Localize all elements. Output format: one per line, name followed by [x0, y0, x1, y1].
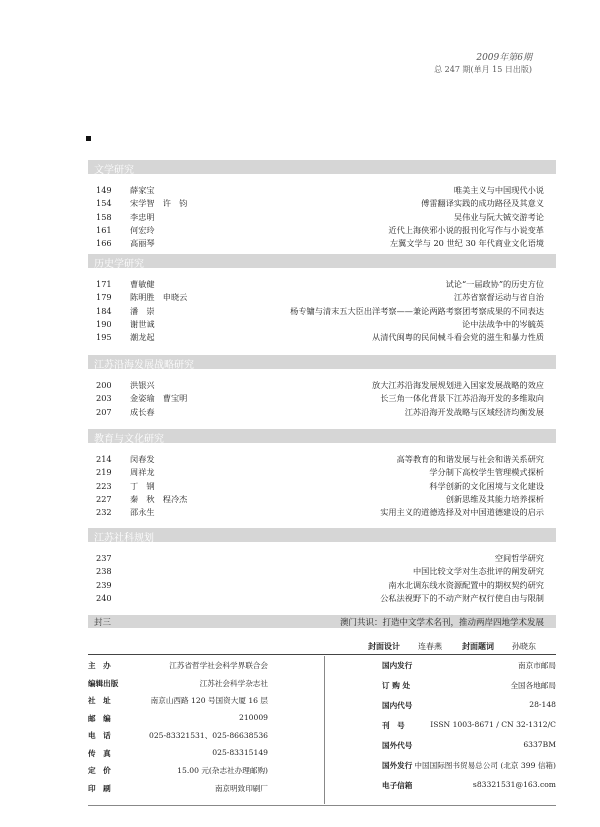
imprint-label: 电子信箱	[382, 781, 413, 790]
imprint-label: 国内代号	[382, 701, 413, 710]
imprint-value: 南京山西路 120 号国资大厦 16 层	[150, 696, 268, 705]
feng3-label: 封三	[94, 618, 112, 628]
toc-page-number: 161	[96, 224, 112, 235]
toc-entry[interactable]	[88, 466, 556, 479]
imprint-label: 主 办	[88, 661, 111, 670]
designer-name: 连春燕	[418, 642, 442, 651]
toc-author: 宋学智 许 钧	[130, 198, 188, 209]
toc-page-number: 149	[96, 185, 112, 195]
toc-author: 潘 崇	[130, 305, 155, 316]
toc-entry[interactable]	[88, 565, 556, 578]
toc-page-number: 184	[96, 305, 112, 316]
toc-entry[interactable]	[88, 291, 556, 304]
imprint-value: 江苏社会科学杂志社	[199, 678, 268, 688]
toc-author: 秦 秋 程冷杰	[130, 493, 188, 504]
toc-entry[interactable]	[88, 224, 556, 237]
section-title: 历史学研究	[94, 259, 144, 270]
toc-article-title: 近代上海侠邪小说的报刊化写作与小说变革	[388, 224, 544, 235]
toc-author: 邵永生	[130, 507, 155, 518]
toc-author: 洪银兴	[130, 380, 155, 390]
toc-page-number: 223	[96, 480, 112, 491]
issue-total: 总 247 期(单月 15 日出版)	[434, 65, 532, 74]
toc-page-number: 219	[96, 467, 112, 478]
imprint-value: 025-83321531、025-86638536	[148, 731, 268, 740]
toc-page-number: 238	[96, 566, 112, 577]
imprint-label: 社 址	[88, 696, 111, 705]
imprint-value: s83321531@163.com	[472, 780, 556, 789]
toc-article-title: 试论“一届政协”的历史方位	[445, 279, 544, 289]
toc-entry[interactable]	[88, 379, 556, 392]
section-title: 教育与文化研究	[94, 434, 164, 445]
toc-author: 李忠明	[130, 211, 155, 222]
designer-label: 封面设计	[368, 641, 400, 651]
section-header	[88, 429, 556, 443]
toc-article-title: 放大江苏沿海发展规划进入国家发展战略的效应	[372, 380, 544, 390]
imprint-label: 刊 号	[382, 721, 405, 730]
toc-entry[interactable]	[88, 278, 556, 291]
calligrapher-name: 孙晓东	[512, 642, 536, 651]
imprint-label: 定 价	[88, 766, 111, 775]
toc-section	[88, 528, 556, 605]
toc-section	[88, 355, 556, 419]
toc-author: 丁 钢	[130, 480, 155, 491]
toc-article-title: 中国比较文学对生态批评的阐发研究	[412, 566, 544, 577]
toc-author: 成长春	[130, 406, 155, 417]
imprint-value: 6337BM	[523, 740, 556, 749]
toc-article-title: 杨专镛与清末五大臣出洋考察——兼论两路考察团考察成果的不同表达	[290, 305, 544, 316]
imprint-label: 国内发行	[382, 661, 413, 670]
imprint-label: 传 真	[88, 748, 111, 758]
imprint-value: ISSN 1003-8671 / CN 32-1312/C	[430, 720, 556, 729]
toc-entry[interactable]	[88, 237, 556, 250]
toc-entry[interactable]	[88, 506, 556, 519]
imprint-value: 28-148	[529, 700, 556, 709]
toc-article-title: 公私法视野下的不动产财产权行使自由与限制	[380, 592, 544, 603]
toc-page-number: 232	[96, 507, 112, 518]
toc-page-number: 166	[96, 238, 112, 249]
imprint-label: 编辑出版	[88, 678, 119, 688]
toc-page-number: 158	[96, 211, 112, 222]
toc-page-number: 195	[96, 332, 112, 343]
section-title: 江苏社科规划	[94, 533, 154, 544]
imprint-label: 电 话	[88, 731, 111, 740]
section-header	[88, 254, 556, 268]
toc-article-title: 论中法战争中的岑毓英	[462, 318, 544, 329]
feng3-bar	[88, 615, 556, 628]
toc-entry[interactable]	[88, 579, 556, 592]
toc-article-title: 唯美主义与中国现代小说	[453, 185, 544, 195]
toc-page-number: 190	[96, 318, 112, 329]
imprint-label: 国外代号	[382, 741, 413, 750]
toc-author: 谢世诚	[130, 318, 155, 329]
imprint-value: 南京明致印刷厂	[214, 783, 268, 793]
imprint-label: 邮 编	[88, 713, 111, 723]
toc-entry[interactable]	[88, 453, 556, 466]
toc-article-title: 江苏沿海开发战略与区域经济均衡发展	[404, 406, 544, 417]
toc-author: 何宏玲	[130, 224, 155, 235]
toc-author: 高丽琴	[130, 238, 155, 249]
calligraphy-label: 封面题词	[462, 641, 494, 651]
toc-author: 闵春发	[130, 454, 155, 464]
toc-page-number: 237	[96, 553, 112, 563]
section-header	[88, 355, 556, 369]
toc-article-title: 从清代闽粤的民间械斗看会党的滋生和暴力性质	[372, 332, 544, 343]
toc-page-number: 179	[96, 292, 112, 303]
toc-entry[interactable]	[88, 318, 556, 331]
toc-author: 周祥龙	[130, 467, 155, 478]
toc-page-number: 240	[96, 592, 112, 603]
toc-section	[88, 429, 556, 519]
toc-entry[interactable]	[88, 211, 556, 224]
toc-entry[interactable]	[88, 480, 556, 493]
toc-section	[88, 160, 556, 250]
toc-author: 薛家宝	[130, 185, 155, 195]
toc-author: 潮龙起	[130, 332, 155, 343]
imprint-label: 订 购 处	[382, 681, 411, 690]
imprint-bottom-rule	[88, 805, 556, 806]
toc-page-number: 239	[96, 579, 112, 590]
imprint-value: 025-83315149	[212, 747, 268, 757]
corner-mark	[86, 136, 91, 141]
imprint-top-rule	[88, 654, 556, 655]
toc-entry[interactable]	[88, 331, 556, 344]
toc-entry[interactable]	[88, 197, 556, 210]
toc-entry[interactable]	[88, 493, 556, 506]
toc-page-number: 200	[96, 380, 112, 390]
toc-article-title: 高等教育的和谐发展与社会和谐关系研究	[396, 454, 544, 464]
imprint-value: 15.00 元(杂志社办理邮购)	[177, 766, 268, 775]
toc-page-number: 203	[96, 393, 112, 404]
toc-page-number: 214	[96, 454, 112, 464]
toc-article-title: 学分制下高校学生管理模式探析	[429, 467, 544, 478]
toc-page-number: 227	[96, 493, 112, 504]
section-header	[88, 160, 556, 174]
imprint-value: 210009	[239, 712, 268, 722]
toc-author: 曹敏健	[130, 279, 155, 289]
imprint-value: 中国国际图书贸易总公司 (北京 399 信箱)	[414, 761, 556, 770]
issue-number: 2009年第6期	[476, 53, 532, 63]
toc-article-title: 创新思维及其能力培养探析	[445, 493, 544, 504]
toc-article-title: 南水北调东线水资源配置中的期权契约研究	[388, 579, 544, 590]
toc-entry[interactable]	[88, 552, 556, 565]
toc-article-title: 空间哲学研究	[494, 553, 544, 563]
imprint-value: 江苏省哲学社会科学界联合会	[169, 661, 268, 670]
toc-article-title: 科学创新的文化困境与文化建设	[429, 480, 544, 491]
toc-article-title: 长三角一体化背景下江苏沿海开发的多维取向	[380, 393, 544, 404]
imprint-label: 国外发行	[382, 761, 413, 770]
imprint-divider	[324, 656, 325, 804]
toc-article-title: 傅雷翻译实践的成功路径及其意义	[421, 198, 544, 209]
imprint-label: 印 刷	[88, 783, 111, 793]
toc-entry[interactable]	[88, 184, 556, 197]
toc-page-number: 207	[96, 406, 112, 417]
toc-entry[interactable]	[88, 392, 556, 405]
toc-article-title: 左翼文学与 20 世纪 30 年代商业文化语境	[389, 238, 544, 249]
feng3-title[interactable]: 澳门共识：打造中文学术名刊，推动两岸四地学术发展	[339, 618, 544, 628]
toc-page-number: 171	[96, 279, 112, 289]
section-title: 江苏沿海发展战略研究	[94, 360, 194, 371]
section-header	[88, 528, 556, 542]
toc-page-number: 154	[96, 198, 112, 209]
toc-entry[interactable]	[88, 305, 556, 318]
section-title: 文学研究	[94, 165, 134, 176]
toc-article-title: 实用主义的道德选择及对中国道德建设的启示	[380, 507, 544, 518]
toc-article-title: 江苏省察督运动与省自治	[453, 292, 544, 303]
toc-author: 金姿瑜 曹宝明	[130, 393, 188, 404]
toc-section	[88, 254, 556, 344]
toc-entry[interactable]	[88, 592, 556, 605]
imprint-value: 南京市邮局	[518, 661, 556, 670]
imprint-value: 全国各地邮局	[510, 681, 556, 690]
toc-article-title: 吴伟业与阮大铖交游考论	[453, 211, 544, 222]
toc-author: 陈明胜 申晓云	[130, 292, 188, 303]
toc-entry[interactable]	[88, 406, 556, 419]
